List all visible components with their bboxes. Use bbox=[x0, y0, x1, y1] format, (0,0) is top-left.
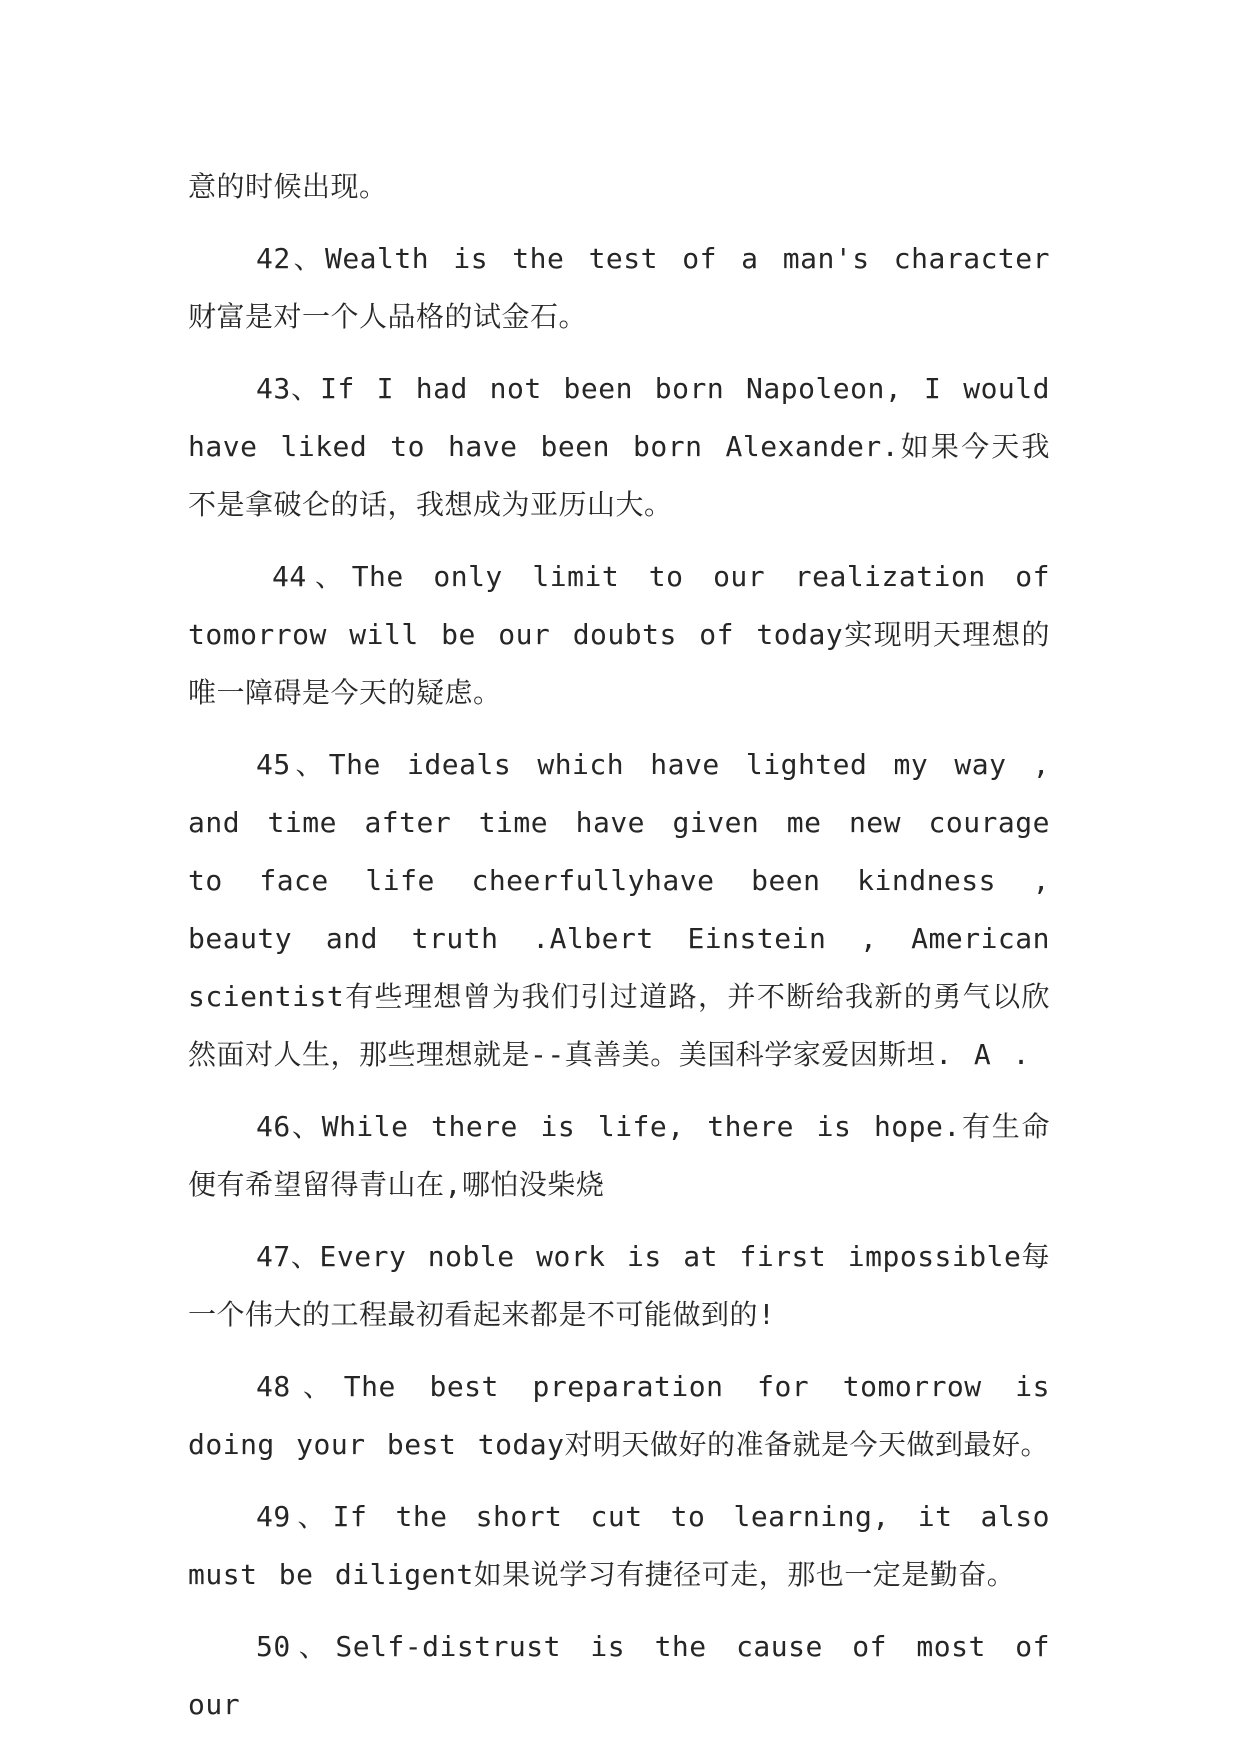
paragraph-50: 50、Self-distrust is the cause of most of our bbox=[188, 1630, 1050, 1721]
paragraph-43: 43、If I had not been born Napoleon, I would have liked to have been born Alexander.如果今天我不是拿破仑的话，我想成为亚历山大。 bbox=[188, 372, 1050, 521]
document-body bbox=[188, 158, 1050, 1748]
paragraph-44: 44、The only limit to our realization of tomorrow will be our doubts of today实现明天理想的唯一障碍是今天的疑虑。 bbox=[188, 560, 1050, 709]
paragraph-46: 46、While there is life, there is hope.有生命便有希望留得青山在,哪怕没柴烧 bbox=[188, 1110, 1050, 1201]
paragraph-45: 45、The ideals which have lighted my way , and time after time have given me new courage to face life cheerfullyhave been kindness , beauty and truth .Albert Einstein , American scientist有些理想曾为我们引过道路，并不断给我新的勇气以欣然面对人生，那些理想就是--真善美。美国科学家爱因斯坦. A . bbox=[188, 748, 1050, 1071]
paragraph-48: 48、The best preparation for tomorrow is doing your best today对明天做好的准备就是今天做到最好。 bbox=[188, 1370, 1050, 1461]
paragraph-49: 49、If the short cut to learning, it also must be diligent如果说学习有捷径可走，那也一定是勤奋。 bbox=[188, 1500, 1050, 1591]
paragraph-42: 42、Wealth is the test of a man's character财富是对一个人品格的试金石。 bbox=[188, 242, 1050, 333]
paragraph-41-continuation: 意的时候出现。 bbox=[188, 170, 388, 203]
paragraph-47: 47、Every noble work is at first impossible每一个伟大的工程最初看起来都是不可能做到的! bbox=[188, 1240, 1050, 1331]
